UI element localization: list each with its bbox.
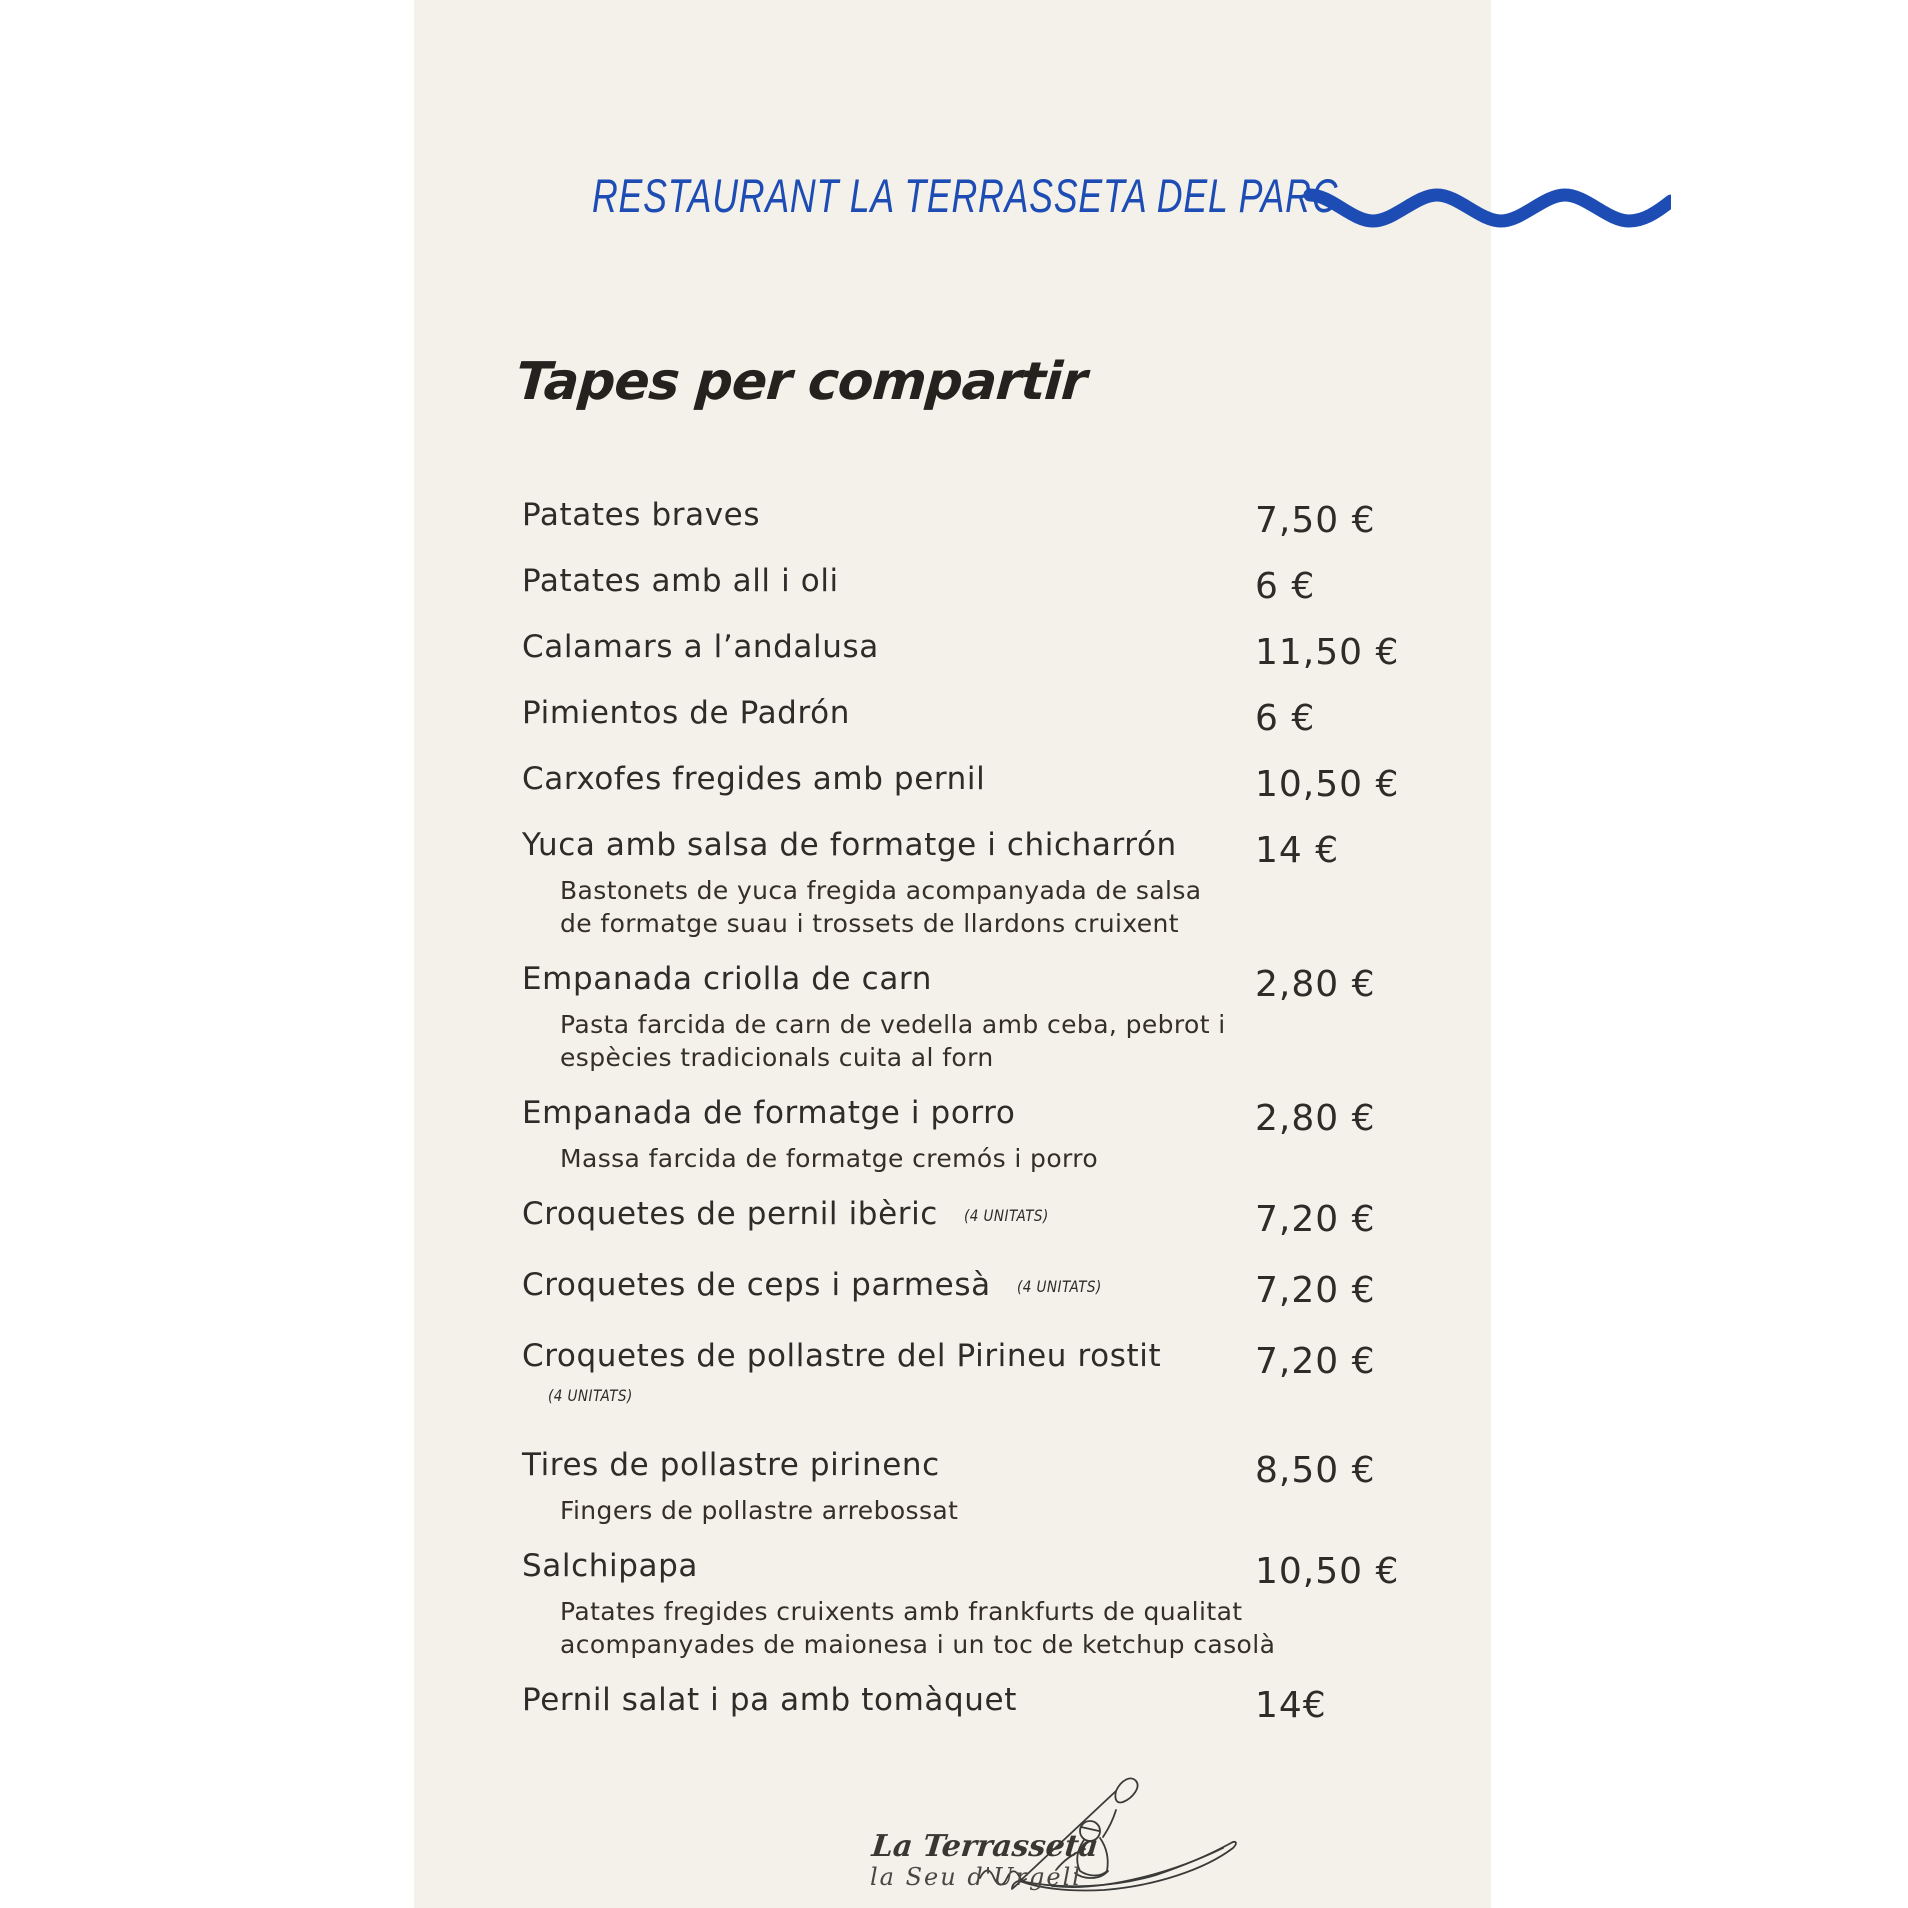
menu-item-units: (4 UNITATS) — [1016, 1277, 1102, 1296]
menu-item-price: 8,50 € — [1255, 1450, 1376, 1491]
footer-logo — [854, 1765, 1254, 1905]
menu-item-name: Croquetes de pollastre del Pirineu rostit — [522, 1338, 1162, 1374]
menu-item-price: 10,50 € — [1255, 1551, 1400, 1592]
menu-item-row — [522, 826, 1402, 940]
menu-item-name: Croquetes de pernil ibèric — [522, 1196, 938, 1232]
menu-page — [414, 0, 1491, 1908]
menu-item-row — [522, 1094, 1402, 1175]
logo-wordmark: La Terrasseta — [870, 1829, 1101, 1864]
menu-item-price: 7,50 € — [1255, 500, 1376, 541]
menu-item-price: 7,20 € — [1255, 1199, 1376, 1240]
menu-item-name: Carxofes fregides amb pernil — [522, 761, 986, 797]
menu-item-units: (4 UNITATS) — [548, 1386, 633, 1405]
menu-item-description: Fingers de pollastre arrebossat — [560, 1496, 959, 1525]
header — [592, 168, 1574, 228]
menu-item-name: Patates amb all i oli — [522, 563, 839, 599]
menu-item-units: (4 UNITATS) — [963, 1206, 1049, 1225]
menu-item-row — [522, 1446, 1402, 1527]
menu-item-row — [522, 960, 1402, 1074]
menu-item-name: Pernil salat i pa amb tomàquet — [522, 1682, 1017, 1718]
menu-item-name: Calamars a l’andalusa — [522, 629, 879, 665]
menu-item-row — [522, 1547, 1402, 1661]
wavy-line-decoration — [1303, 184, 1671, 232]
menu-item-price: 6 € — [1255, 698, 1316, 739]
menu-item-name: Patates braves — [522, 497, 761, 533]
menu-item-name: Tires de pollastre pirinenc — [522, 1447, 940, 1483]
menu-item-row — [522, 760, 1402, 805]
menu-item-name: Pimientos de Padrón — [522, 695, 850, 731]
menu-item-name: Croquetes de ceps i parmesà — [522, 1267, 991, 1303]
menu-item-row — [522, 1195, 1402, 1238]
menu-item-price: 7,20 € — [1255, 1270, 1376, 1311]
menu-item-description: Pasta farcida de carn de vedella amb ceba, pebrot i espècies tradicionals cuita al forn — [560, 1010, 1226, 1072]
menu-item-price: 10,50 € — [1255, 764, 1400, 805]
menu-item-description: Bastonets de yuca fregida acompanyada de salsa de formatge suau i trossets de llardons cruixent — [560, 876, 1202, 938]
menu-item-row — [522, 694, 1402, 739]
menu-item-name: Salchipapa — [522, 1548, 698, 1584]
menu-item-row — [522, 562, 1402, 607]
menu-item-row — [522, 1681, 1402, 1726]
menu-item-row — [522, 628, 1402, 673]
menu-item-row — [522, 1266, 1402, 1309]
logo-town-script: la Seu d'Urgell — [870, 1863, 1082, 1891]
menu-item-price: 14 € — [1255, 830, 1340, 871]
menu-item-price: 6 € — [1255, 566, 1316, 607]
menu-item-price: 11,50 € — [1255, 632, 1400, 673]
menu-item-description: Massa farcida de formatge cremós i porro — [560, 1144, 1099, 1173]
menu-item-name: Empanada de formatge i porro — [522, 1095, 1016, 1131]
menu-item-row — [522, 496, 1402, 541]
menu-item-price: 2,80 € — [1255, 1098, 1376, 1139]
restaurant-name: RESTAURANT LA TERRASSETA DEL PARC — [592, 169, 1339, 222]
section-title: Tapes per compartir — [513, 352, 1089, 412]
menu-list — [522, 496, 1402, 1747]
menu-item-description: Patates fregides cruixents amb frankfurts de qualitat acompanyades de maionesa i un toc de ketchup casolà — [560, 1597, 1276, 1659]
menu-item-price: 7,20 € — [1255, 1341, 1376, 1382]
menu-item-price: 2,80 € — [1255, 964, 1376, 1005]
menu-item-name: Yuca amb salsa de formatge i chicharrón — [522, 827, 1177, 863]
menu-item-row — [522, 1337, 1402, 1418]
menu-item-price: 14€ — [1255, 1685, 1327, 1726]
menu-item-name: Empanada criolla de carn — [522, 961, 932, 997]
